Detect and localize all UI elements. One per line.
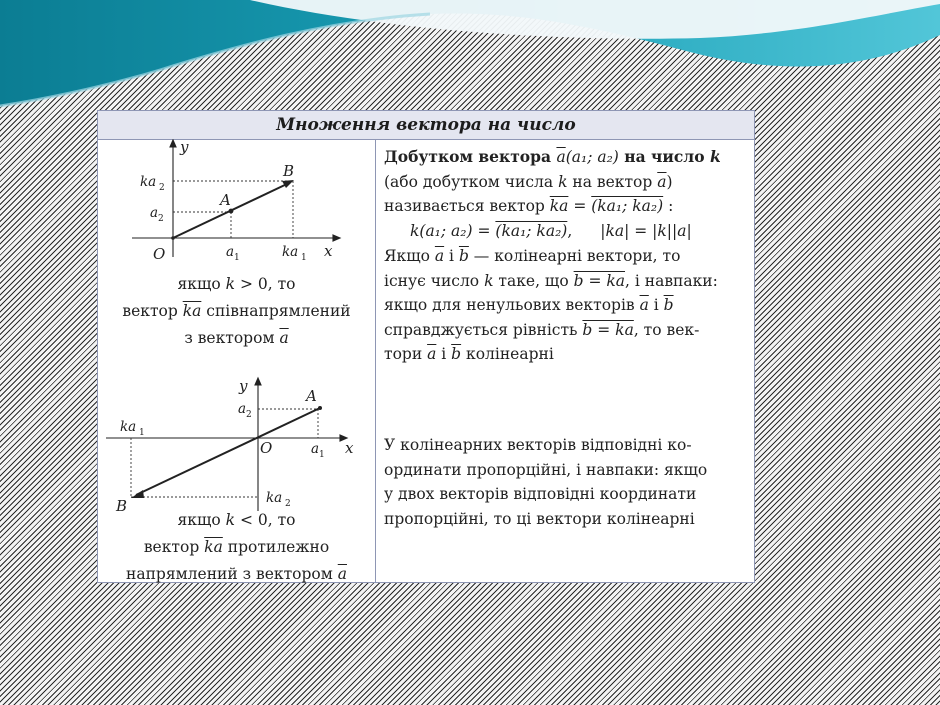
collinear-tors: тори — [384, 345, 428, 363]
definition-term: Добутком вектора — [384, 147, 557, 166]
tick-sub-ka1: 1 — [139, 428, 145, 438]
collinear-line3 — [384, 293, 744, 318]
caption1-vector-word: вектор — [122, 302, 183, 320]
caption2-line2 — [98, 534, 375, 561]
definition-close-paren: ) — [666, 172, 673, 191]
tick-label-a2: a — [150, 205, 159, 221]
caption1-k: k — [225, 275, 236, 293]
tick-sub-ka2: 2 — [159, 183, 165, 193]
diagram-negative-k — [98, 371, 375, 511]
vector-a: $\overline{a}$ — [279, 329, 289, 347]
vector-ka: $\overline{ka}$ — [204, 538, 223, 556]
definition-by-number: на число — [618, 147, 710, 166]
collinear-holds: справджується рівність — [384, 320, 583, 339]
axis-label-y: y — [239, 377, 248, 395]
proportional-line1: У колінеарних векторів відповідні ко- — [384, 436, 692, 454]
vector-a: $\overline{a}$ — [556, 148, 566, 166]
tick-label-ka1: ka — [120, 419, 137, 435]
collinear-line2 — [384, 269, 744, 294]
caption1-text: якщо — [177, 275, 226, 293]
equation-b-ka: b = ka — [573, 271, 626, 290]
vector-a: $\overline{a}$ — [639, 296, 649, 314]
collinear-line4 — [384, 318, 744, 343]
equation-b-ka: b = ka — [582, 320, 634, 339]
vector-a: $\overline{a}$ — [427, 345, 437, 363]
number-k: k — [558, 172, 568, 191]
diagram-positive-k — [98, 139, 375, 269]
caption1-codirected: співнапрямлений — [201, 302, 351, 320]
vector-b: $\overline{b}$ — [458, 247, 469, 265]
tick-label-ka2: ka — [266, 490, 283, 506]
definition-line3 — [384, 194, 744, 219]
vector-a: $\overline{a}$ — [657, 172, 667, 191]
tick-sub-ka1: 1 — [301, 253, 307, 263]
vector-multiplication-table — [97, 110, 755, 583]
point-label-a: A — [220, 191, 231, 209]
origin-label: O — [260, 439, 273, 457]
caption1-with-vector: з вектором — [184, 329, 280, 347]
point-label-a: A — [306, 387, 317, 405]
vector-a: $\overline{a}$ — [337, 565, 347, 583]
vector-ka-coords: (ka₁; ka₂) — [591, 197, 664, 215]
caption2-opposite: протилежно — [222, 538, 330, 556]
collinear-exists: існує число — [384, 271, 485, 290]
collinear-nonzero: якщо для ненульових векторів — [384, 296, 640, 314]
caption1-cond: > 0, то — [235, 275, 296, 293]
right-column — [376, 139, 754, 582]
vector-b: $\overline{b}$ — [663, 296, 674, 314]
tick-label-ka1: ka — [282, 244, 299, 260]
collinear-line5 — [384, 342, 744, 367]
tick-sub-ka2: 2 — [285, 499, 291, 509]
vector-a: $\overline{a}$ — [434, 247, 445, 265]
point-label-b: B — [116, 497, 128, 511]
vector-b: $\overline{b}$ — [451, 345, 462, 363]
caption2-directed-with: напрямлений з вектором — [126, 565, 338, 583]
number-k: k — [709, 147, 721, 166]
tick-label-a1: a — [311, 441, 320, 457]
collinear-and: і — [648, 296, 664, 314]
definition-on-vector: на вектор — [567, 172, 658, 191]
definition-block — [384, 145, 744, 243]
number-k: k — [484, 271, 494, 290]
point-label-b: B — [283, 162, 295, 180]
vector-ka: $\overline{ka}$ — [182, 302, 202, 320]
collinear-such: таке, що — [493, 271, 574, 290]
formula-magnitude: |ka| = |k||a| — [600, 221, 692, 240]
origin-label: O — [153, 245, 166, 263]
collinear-line1 — [384, 244, 744, 269]
caption2-k: k — [225, 511, 236, 529]
equals-sign: = — [568, 197, 592, 215]
tick-sub-a1: 1 — [319, 450, 325, 460]
collinear-block — [384, 244, 744, 367]
caption1-line1 — [98, 271, 375, 298]
definition-line1 — [384, 145, 744, 170]
caption1-line2 — [98, 298, 375, 325]
tick-label-a2: a — [238, 401, 247, 417]
caption2-cond: < 0, то — [235, 511, 296, 529]
collinear-then: , то век- — [633, 320, 700, 339]
formula-comma: , — [567, 221, 573, 240]
vector-a-coords: (a₁; a₂) — [565, 148, 619, 166]
definition-formula — [384, 219, 744, 244]
collinear-and: і — [436, 345, 452, 363]
caption2-text: якщо — [177, 511, 226, 529]
collinear-if: Якщо — [384, 247, 435, 265]
definition-called: називається вектор — [384, 197, 550, 215]
definition-line2 — [384, 170, 744, 195]
caption-negative-k — [98, 507, 375, 588]
caption2-line1 — [98, 507, 375, 534]
caption2-line3 — [98, 561, 375, 588]
proportional-line2: ординати пропорційні, і навпаки: якщо — [384, 460, 708, 479]
collinear-are: — колінеарні вектори, то — [468, 247, 681, 265]
colon: : — [663, 197, 674, 215]
table-header: Множення вектора на число — [98, 111, 754, 140]
tick-label-ka2: ka — [140, 174, 157, 190]
tick-sub-a2: 2 — [158, 214, 164, 224]
axis-label-x: x — [324, 242, 333, 260]
proportional-line3: у двох векторів відповідні координати — [384, 485, 697, 503]
formula-left: k(a₁; a₂) = — [410, 221, 496, 240]
definition-alt: (або добутком числа — [384, 172, 559, 191]
caption2-vector-word: вектор — [143, 538, 205, 556]
formula-vector: (ka₁; ka₂) — [495, 221, 568, 240]
vector-ka: $\overline{ka}$ — [549, 197, 569, 215]
collinear-conversely: , і навпаки: — [625, 271, 718, 290]
caption-positive-k — [98, 271, 375, 352]
collinear-and: і — [444, 247, 459, 265]
tick-sub-a2: 2 — [246, 410, 252, 420]
axis-label-y: y — [180, 139, 189, 156]
axis-label-x: x — [345, 439, 354, 457]
proportional-block — [384, 433, 744, 531]
proportional-line4: пропорційні, то ці вектори колінеарні — [384, 509, 695, 528]
left-column — [98, 139, 375, 582]
caption1-line3 — [98, 325, 375, 352]
tick-sub-a1: 1 — [234, 253, 240, 263]
tick-label-a1: a — [226, 244, 235, 260]
collinear-conclusion: колінеарні — [461, 345, 554, 363]
